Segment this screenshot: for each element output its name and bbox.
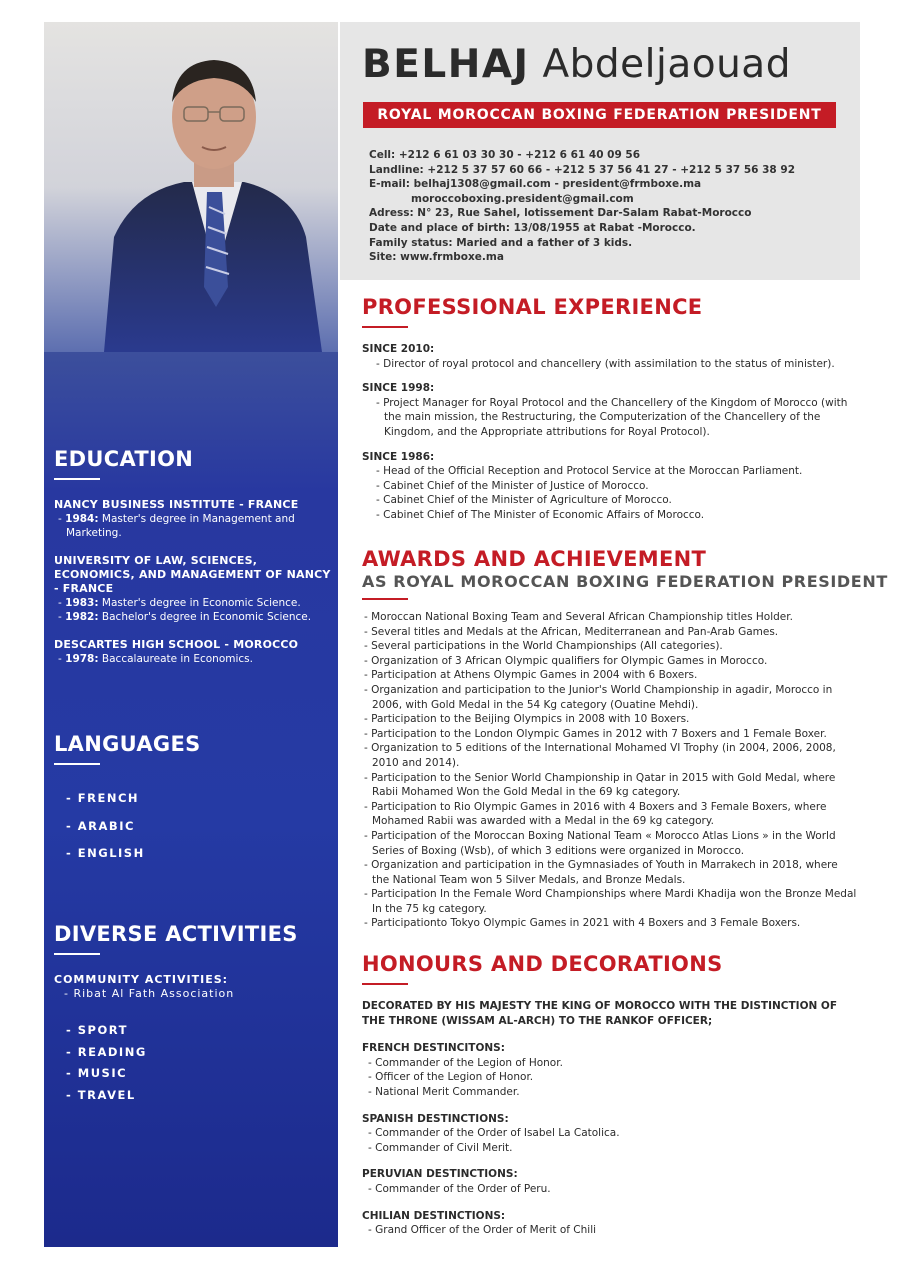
header-panel — [340, 22, 860, 280]
degree-year: 1982: — [65, 611, 99, 623]
award-item: - Several titles and Medals at the African, Mediterranean and Pan-Arab Games. — [364, 625, 779, 638]
divider — [54, 763, 100, 765]
distinction-item: - Grand Officer of the Order of Merit of Chili — [368, 1224, 597, 1237]
honours-title: HONOURS AND DECORATIONS — [362, 952, 723, 976]
activities-title: DIVERSE ACTIVITIES — [54, 922, 298, 946]
awards-title: AWARDS AND ACHIEVEMENT — [362, 547, 707, 571]
first-name: BELHAJ — [362, 42, 530, 87]
since-label: SINCE 1998: — [362, 382, 435, 395]
contact-line: Adress: N° 23, Rue Sahel, lotissement Dar-Salam Rabat-Morocco — [369, 207, 752, 220]
experience-item: - Cabinet Chief of the Minister of Agriculture of Morocco. — [376, 494, 672, 507]
school-1 — [54, 498, 334, 540]
honours-intro: DECORATED BY HIS MAJESTY THE KING OF MOROCCO WITH THE DISTINCTION OF THE THRONE (WISSAM AL-ARCH) TO THE RANKOF OFFICER; — [362, 1000, 838, 1027]
degree-text: Baccalaureate in Economics. — [98, 653, 253, 665]
contact-line: Landline: +212 5 37 57 60 66 - +212 5 37 56 41 27 - +212 5 37 56 38 92 — [369, 163, 795, 176]
degree-text: Master's degree in Management and Marketing. — [66, 513, 295, 539]
award-item: - Organization to 5 editions of the International Mohamed VI Trophy (in 2004, 2006, 2008, 2010 and 2014). — [364, 742, 836, 769]
award-item: - Organization and participation to the Junior's World Championship in agadir, Morocco in 2006, with Gold Medal in the 54 Kg category (Ouatine Mehdi). — [364, 683, 833, 711]
last-name: Abdeljaouad — [542, 42, 791, 87]
experience-item: - Director of royal protocol and chancellery (with assimilation to the status of minister). — [376, 357, 835, 370]
activity-item: - TRAVEL — [66, 1087, 136, 1102]
award-item: - Moroccan National Boxing Team and Several African Championship titles Holder. — [364, 611, 793, 623]
award-item: - Participation to Rio Olympic Games in 2016 with 4 Boxers and 3 Female Boxers, where Mohamed Rabii was awarded with a Medal in the 69 kg category. — [364, 800, 827, 828]
degree-year: 1983: — [65, 597, 99, 609]
award-item: - Participationto Tokyo Olympic Games in 2021 with 4 Boxers and 3 Female Boxers. — [364, 917, 801, 930]
experience-item: - Cabinet Chief of The Minister of Economic Affairs of Morocco. — [376, 508, 705, 521]
award-item: - Participation to the Senior World Championship in Qatar in 2015 with Gold Medal, where Rabii Mohamed Won the Gold Medal in the 69 kg category. — [364, 771, 836, 799]
degree-text: Bachelor's degree in Economic Science. — [98, 611, 312, 623]
school-2 — [54, 554, 334, 624]
school-name: UNIVERSITY OF LAW, SCIENCES, ECONOMICS, AND MANAGEMENT OF NANCY - FRANCE — [54, 554, 331, 595]
award-item: - Participation of the Moroccan Boxing National Team « Morocco Atlas Lions » in the World Series of Boxing (Wsb), of which 3 editions were organized in Morocco. — [364, 829, 836, 857]
contact-line: Site: www.frmboxe.ma — [369, 251, 504, 264]
distinction-item: - Officer of the Legion of Honor. — [368, 1071, 534, 1084]
honours-section — [362, 952, 862, 1238]
divider — [54, 478, 100, 480]
school-name: NANCY BUSINESS INSTITUTE - FRANCE — [54, 498, 299, 511]
distinction-item: - Commander of Civil Merit. — [368, 1141, 513, 1154]
distinction-item: - Commander of the Legion of Honor. — [368, 1056, 563, 1069]
language-item: - ARABIC — [66, 818, 135, 833]
divider — [54, 953, 100, 955]
experience-title: PROFESSIONAL EXPERIENCE — [362, 295, 703, 319]
since-label: SINCE 2010: — [362, 343, 435, 355]
portrait-photo — [44, 22, 338, 352]
distinction-label: PERUVIAN DESTINCTIONS: — [362, 1168, 518, 1181]
education-section — [54, 447, 334, 666]
award-item: - Organization and participation in the Gymnasiades of Youth in Marrakech in 2018, where the National Team won 5 Silver Medals, and Bronze Medals. — [364, 859, 838, 886]
award-item: - Participation to the London Olympic Games in 2012 with 7 Boxers and 1 Female Boxer. — [364, 727, 827, 740]
degree-year: 1978: — [65, 653, 99, 665]
languages-title: LANGUAGES — [54, 732, 201, 756]
contact-line: Cell: +212 6 61 03 30 30 - +212 6 61 40 09 56 — [369, 149, 641, 161]
distinction-item: - National Merit Commander. — [368, 1085, 520, 1098]
since-label: SINCE 1986: — [362, 450, 435, 463]
activity-item: - READING — [66, 1044, 147, 1059]
degree-year: 1984: — [65, 513, 99, 525]
sidebar — [44, 22, 338, 1247]
contact-line: E-mail: belhaj1308@gmail.com - president@frmboxe.ma — [369, 178, 702, 191]
contact-info — [369, 148, 795, 265]
distinction-label: SPANISH DESTINCTIONS: — [362, 1112, 509, 1125]
language-item: - ENGLISH — [66, 846, 145, 860]
degree-text: Master's degree in Economic Science. — [98, 597, 301, 609]
experience-section — [362, 295, 862, 523]
activity-item: - SPORT — [66, 1023, 128, 1037]
distinction-item: - Commander of the Order of Isabel La Catolica. — [368, 1127, 620, 1140]
award-item: - Participation to the Beijing Olympics in 2008 with 10 Boxers. — [364, 713, 690, 726]
distinction-item: - Commander of the Order of Peru. — [368, 1182, 551, 1195]
award-item: - Organization of 3 African Olympic qualifiers for Olympic Games in Morocco. — [364, 654, 768, 667]
activity-item: - MUSIC — [66, 1066, 128, 1080]
contact-line: Date and place of birth: 13/08/1955 at Rabat -Morocco. — [369, 221, 696, 234]
divider — [362, 983, 408, 985]
distinction-label: FRENCH DESTINCITONS: — [362, 1042, 505, 1055]
school-name: DESCARTES HIGH SCHOOL - MOROCCO — [54, 638, 299, 651]
contact-line: Family status: Maried and a father of 3 kids. — [369, 236, 633, 249]
contact-line: moroccoboxing.president@gmail.com — [411, 192, 634, 205]
award-item: - Several participations in the World Championships (All categories). — [364, 640, 723, 653]
languages-section — [54, 732, 334, 874]
degree-item: - 1983: Master's degree in Economic Science. — [58, 597, 301, 609]
activities-section — [54, 922, 334, 1109]
degree-item: - 1978: Baccalaureate in Economics. — [58, 653, 253, 665]
experience-item: - Cabinet Chief of the Minister of Justice of Morocco. — [376, 479, 649, 492]
role-banner: ROYAL MOROCCAN BOXING FEDERATION PRESIDENT — [363, 102, 836, 128]
distinction-label: CHILIAN DESTINCTIONS: — [362, 1209, 506, 1222]
award-item: - Participation at Athens Olympic Games in 2004 with 6 Boxers. — [364, 669, 698, 682]
awards-section — [362, 547, 888, 931]
degree-item: - 1982: Bachelor's degree in Economic Science. — [58, 611, 312, 623]
divider — [362, 326, 408, 328]
experience-item: - Head of the Official Reception and Protocol Service at the Moroccan Parliament. — [376, 465, 803, 478]
school-3 — [54, 638, 334, 666]
degree-item: - 1984: Master's degree in Management and Marketing. — [58, 513, 295, 539]
full-name — [362, 42, 791, 87]
awards-subtitle: AS ROYAL MOROCCAN BOXING FEDERATION PRESIDENT — [362, 572, 888, 591]
experience-item: - Project Manager for Royal Protocol and the Chancellery of the Kingdom of Morocco (with the main mission, the Restructuring, the Computerization of the Chancellery of the Kingdom, and the Appropriate attributions for Royal Protocol). — [376, 396, 848, 438]
divider — [362, 598, 408, 600]
community-item: - Ribat Al Fath Association — [64, 987, 235, 1000]
education-title: EDUCATION — [54, 447, 194, 471]
award-item: - Participation In the Female Word Championships where Mardi Khadija won the Bronze Medal In the 75 kg category. — [364, 888, 857, 915]
language-item: - FRENCH — [66, 791, 140, 805]
community-label: COMMUNITY ACTIVITIES: — [54, 973, 229, 986]
